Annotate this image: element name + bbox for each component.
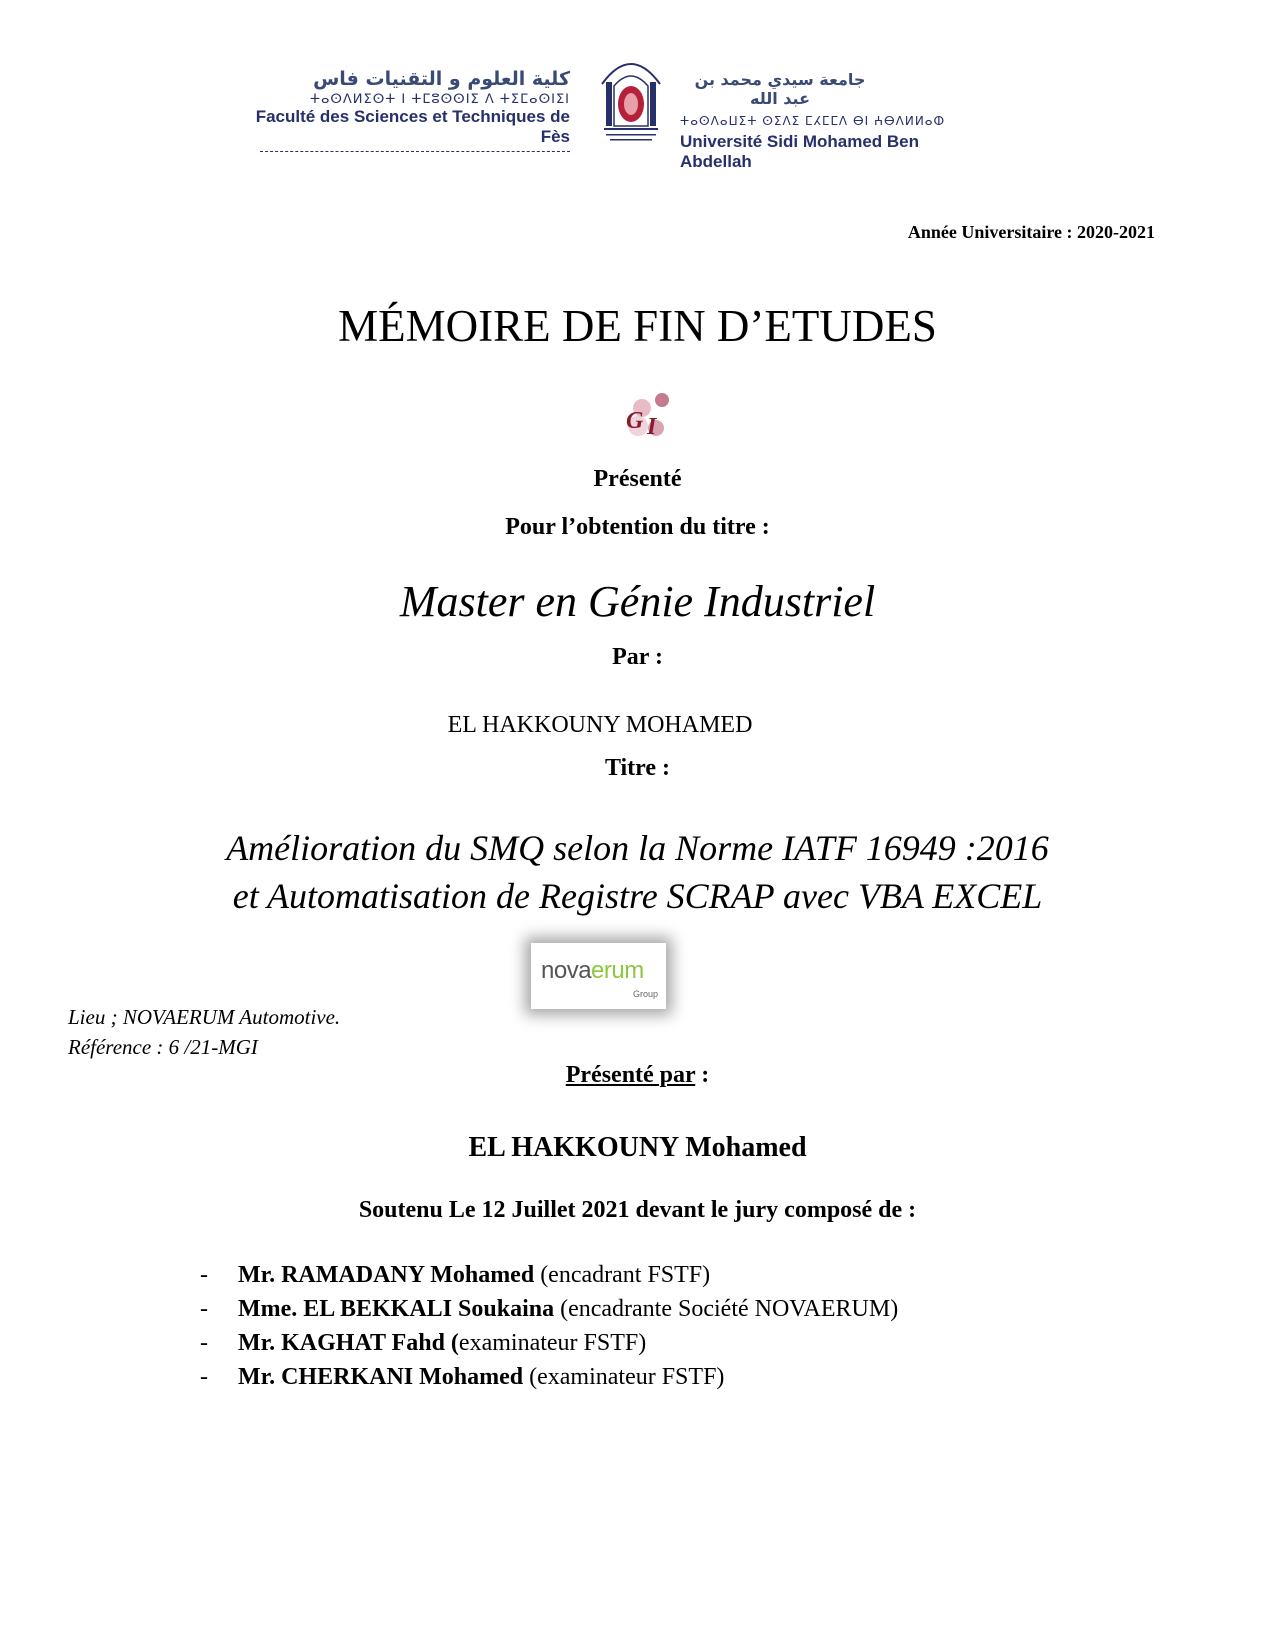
thesis-title-line-2: et Automatisation de Registre SCRAP avec VBA EXCEL bbox=[232, 876, 1043, 916]
titre-label: Titre : bbox=[604, 755, 671, 781]
usmba-logo bbox=[680, 70, 980, 172]
thesis-title-line-1: Amélioration du SMQ selon la Norme IATF 16949 :2016 bbox=[226, 828, 1049, 868]
degree-name: Master en Génie Industriel bbox=[399, 577, 876, 626]
novaerum-wordmark: novaerum bbox=[541, 957, 644, 984]
svg-text:G: G bbox=[626, 408, 644, 434]
jury-member: - Mr. RAMADANY Mohamed (encadrant FSTF) bbox=[200, 1262, 711, 1288]
author-name: EL HAKKOUNY Mohamed bbox=[468, 1132, 807, 1163]
jury-member: - Mme. EL BEKKALI Soukaina (encadrante Société NOVAERUM) bbox=[200, 1296, 899, 1322]
degree-intro: Pour l’obtention du titre : bbox=[505, 514, 770, 540]
reference-text: Référence : 6 /21-MGI bbox=[68, 1035, 258, 1059]
jury-list bbox=[200, 1258, 898, 1394]
novaerum-group-label: Group bbox=[632, 989, 658, 999]
usmba-arabic-name: جامعة سيدي محمد بن عبد الله bbox=[694, 70, 866, 108]
academic-year: Année Universitaire : 2020-2021 bbox=[907, 222, 1155, 242]
jury-member: - Mr. CHERKANI Mohamed (examinateur FSTF) bbox=[200, 1364, 725, 1390]
fst-french-name: Faculté des Sciences et Techniques de Fès bbox=[255, 107, 570, 146]
location-text: Lieu ; NOVAERUM Automotive. bbox=[68, 1005, 341, 1029]
usmba-tifinagh-name: ⵜⴰⵙⴷⴰⵡⵉⵜ ⵙⵉⴷⵉ ⵎⵃⵎⵎⴷ ⴱⵏ ⵄⴱⴷⵍⵍⴰⵀ bbox=[680, 114, 946, 128]
document-title: MÉMOIRE DE FIN D’ETUDES bbox=[338, 301, 937, 351]
defense-statement: Soutenu Le 12 Juillet 2021 devant le jury composé de : bbox=[358, 1197, 917, 1223]
jury-member: - Mr. KAGHAT Fahd (examinateur FSTF) bbox=[200, 1330, 647, 1356]
novaerum-logo bbox=[531, 943, 666, 1009]
thesis-title bbox=[0, 824, 1275, 920]
fst-arabic-name: كلية العلوم و التقنيات فاس bbox=[313, 68, 570, 90]
author-name-upper: EL HAKKOUNY MOHAMED bbox=[447, 712, 753, 738]
fst-tifinagh-name: ⵜⴰⵙⴷⵍⵉⵙⵜ ⵏ ⵜⵎⵓⵙⵙⵏⵉ ⴷ ⵜⵉⵎⴰⵙⵏⵉⵏ bbox=[309, 92, 570, 107]
location-reference bbox=[68, 1002, 340, 1062]
svg-text:I: I bbox=[647, 414, 657, 440]
gi-gear-logo-icon bbox=[608, 390, 678, 440]
presented-by-label: Présenté par : bbox=[565, 1062, 710, 1088]
fst-logo bbox=[240, 68, 570, 153]
fst-divider bbox=[260, 151, 570, 153]
usmba-french-name: Université Sidi Mohamed Ben Abdellah bbox=[680, 132, 919, 171]
par-label: Par : bbox=[612, 644, 663, 670]
presente-label: Présenté bbox=[593, 466, 682, 492]
university-seal-icon bbox=[592, 46, 670, 146]
